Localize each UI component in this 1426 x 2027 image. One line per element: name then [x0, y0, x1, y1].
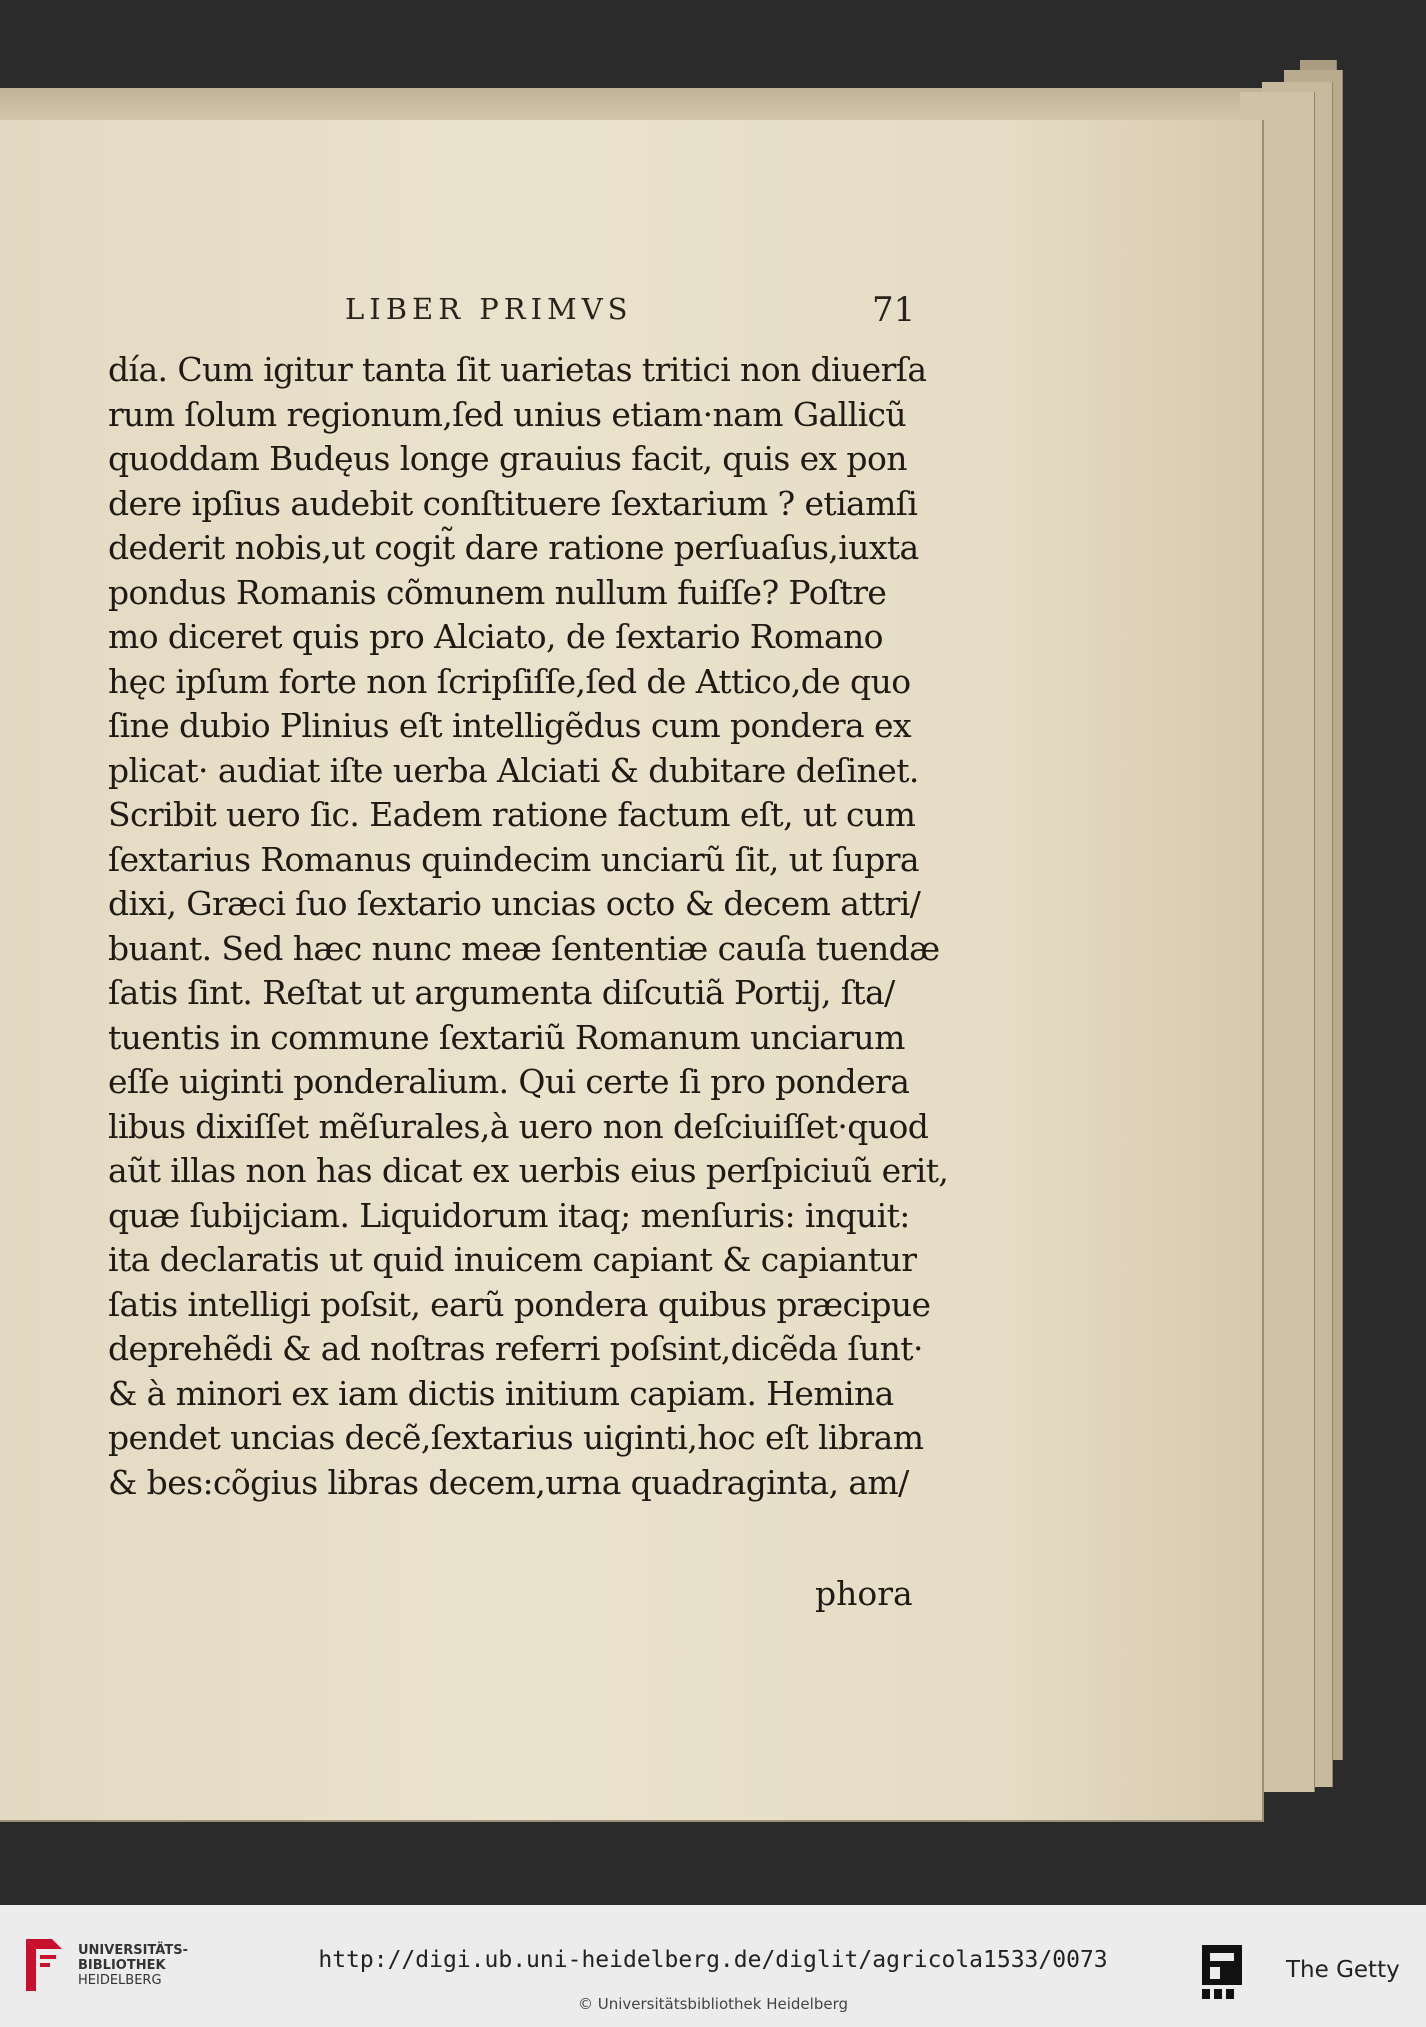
text-line: hęc ipſum forte non ſcripſiſſe,ſed de Attico,de quo — [108, 661, 911, 701]
text-line: plicat· audiat iſte uerba Alciati & dubitare deſinet. — [108, 750, 919, 790]
text-line: ſextarius Romanus quindecim unciarũ ſit, ut ſupra — [108, 839, 919, 879]
text-line: tuentis in commune ſextariũ Romanum unciarum — [108, 1017, 905, 1057]
permalink-url[interactable]: http://digi.ub.uni-heidelberg.de/diglit/agricola1533/0073 — [318, 1947, 1108, 1973]
text-line: ſatis intelligi poſsit, earũ pondera quibus præcipue — [108, 1284, 931, 1324]
partner-name: The Getty — [1286, 1957, 1400, 1983]
text-line: Scribit uero ſic. Eadem ratione factum eſt, ut cum — [108, 795, 916, 834]
text-line: rum ſolum regionum,ſed unius etiam·nam Gallicũ — [108, 394, 907, 434]
text-line: & bes:cõgius libras decem,urna quadraginta, am/ — [108, 1462, 909, 1502]
text-line: ſine dubio Plinius eſt intelligẽdus cum pondera ex — [108, 706, 911, 745]
text-line: ſatis ſint. Reſtat ut argumenta diſcutiã Portij, ſta/ — [108, 973, 895, 1012]
text-line: día. Cum igitur tanta ſit uarietas tritici non diuerſa — [108, 350, 927, 389]
text-line: quæ ſubijciam. Liquidorum itaq; menſuris: inquit: — [108, 1195, 910, 1235]
getty-logo-icon[interactable] — [1200, 1943, 1244, 2001]
copyright-notice: © Universitätsbibliothek Heidelberg — [577, 1995, 848, 2013]
text-line: mo diceret quis pro Alciato, de ſextario Romano — [108, 617, 883, 656]
text-line: dere ipſius audebit conſtituere ſextarium ? etiamſi — [108, 483, 918, 523]
viewer-footer — [0, 1905, 1426, 2027]
text-line: deprehẽdi & ad noſtras referri poſsint,dicẽda ſunt· — [108, 1329, 923, 1368]
page-number: 71 — [872, 290, 916, 330]
library-name-line: UNIVERSITÄTS- — [78, 1943, 188, 1958]
text-line: dixi, Græci ſuo ſextario uncias octo & decem attri/ — [108, 884, 921, 923]
text-line: dederit nobis,ut cogit̃ dare ratione perſuaſus,iuxta — [108, 528, 919, 567]
library-name-line: BIBLIOTHEK — [78, 1958, 166, 1973]
text-line: aũt illas non has dicat ex uerbis eius perſpiciuũ erit, — [108, 1151, 949, 1190]
text-block — [108, 348, 949, 1505]
text-line: buant. Sed hæc nunc meæ ſententiæ cauſa tuendæ — [108, 928, 940, 968]
text-line: quoddam Budęus longe grauius facit, quis ex pon — [108, 439, 907, 478]
text-line: & à minori ex iam dictis initium capiam. Hemina — [108, 1373, 894, 1413]
running-head: LIBER PRIMVS — [345, 292, 633, 326]
text-line: eſſe uiginti ponderalium. Qui certe ſi pro pondera — [108, 1062, 910, 1101]
catchword: phora — [815, 1574, 913, 1613]
text-line: libus dixiſſet mẽſurales,à uero non deſciuiſſet·quod — [108, 1106, 929, 1146]
text-line: pendet uncias decẽ,ſextarius uiginti,hoc eſt libram — [108, 1418, 924, 1457]
library-name-line: HEIDELBERG — [78, 1973, 162, 1988]
text-line: ita declaratis ut quid inuicem capiant & capiantur — [108, 1240, 917, 1279]
text-line: pondus Romanis cõmunem nullum fuiſſe? Poſtre — [108, 572, 887, 612]
